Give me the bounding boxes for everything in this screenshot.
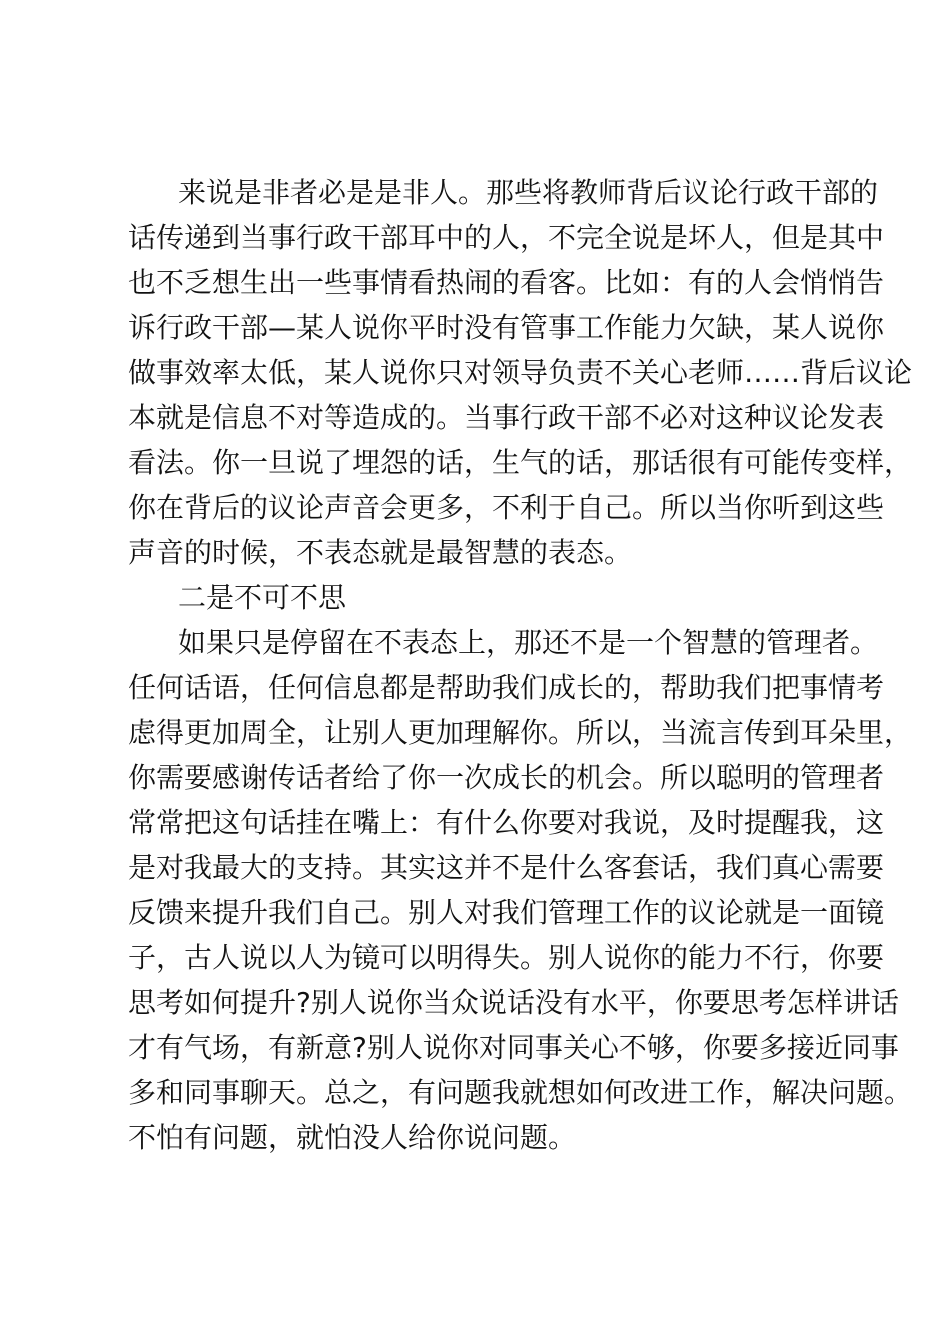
paragraph-line: 来说是非者必是是非人。那些将教师背后议论行政干部的 <box>178 176 879 209</box>
paragraph-line: 如果只是停留在不表态上，那还不是一个智慧的管理者。 <box>178 626 879 659</box>
paragraph-line: 你在背后的议论声音会更多，不利于自己。所以当你听到这些 <box>128 491 885 524</box>
paragraph-line: 任何话语，任何信息都是帮助我们成长的，帮助我们把事情考 <box>128 671 885 704</box>
paragraph-line: 话传递到当事行政干部耳中的人，不完全说是坏人，但是其中 <box>128 221 885 254</box>
paragraph-line: 多和同事聊天。总之，有问题我就想如何改进工作，解决问题。 <box>128 1076 913 1109</box>
paragraph-line: 常常把这句话挂在嘴上：有什么你要对我说，及时提醒我，这 <box>128 806 885 839</box>
document-body <box>128 170 913 1160</box>
paragraph-line: 反馈来提升我们自己。别人对我们管理工作的议论就是一面镜 <box>128 896 885 929</box>
section-heading: 二是不可不思 <box>178 581 347 614</box>
paragraph-line: 虑得更加周全，让别人更加理解你。所以，当流言传到耳朵里， <box>128 716 913 749</box>
paragraph-line: 看法。你一旦说了埋怨的话，生气的话，那话很有可能传变样， <box>128 446 913 479</box>
paragraph-line: 思考如何提升?别人说你当众说话没有水平，你要思考怎样讲话 <box>128 986 899 1019</box>
paragraph-line: 也不乏想生出一些事情看热闹的看客。比如：有的人会悄悄告 <box>128 266 885 299</box>
paragraph-line: 本就是信息不对等造成的。当事行政干部不必对这种议论发表 <box>128 401 885 434</box>
paragraph-line: 你需要感谢传话者给了你一次成长的机会。所以聪明的管理者 <box>128 761 885 794</box>
paragraph-line: 做事效率太低，某人说你只对领导负责不关心老师……背后议论 <box>128 356 913 389</box>
paragraph-line: 是对我最大的支持。其实这并不是什么客套话，我们真心需要 <box>128 851 885 884</box>
paragraph-line: 声音的时候，不表态就是最智慧的表态。 <box>128 536 633 569</box>
paragraph-line: 不怕有问题，就怕没人给你说问题。 <box>128 1121 577 1154</box>
paragraph-line: 才有气场，有新意?别人说你对同事关心不够，你要多接近同事 <box>128 1031 899 1064</box>
paragraph-line: 诉行政干部—某人说你平时没有管事工作能力欠缺，某人说你 <box>128 311 885 344</box>
paragraph-line: 子，古人说以人为镜可以明得失。别人说你的能力不行，你要 <box>128 941 885 974</box>
